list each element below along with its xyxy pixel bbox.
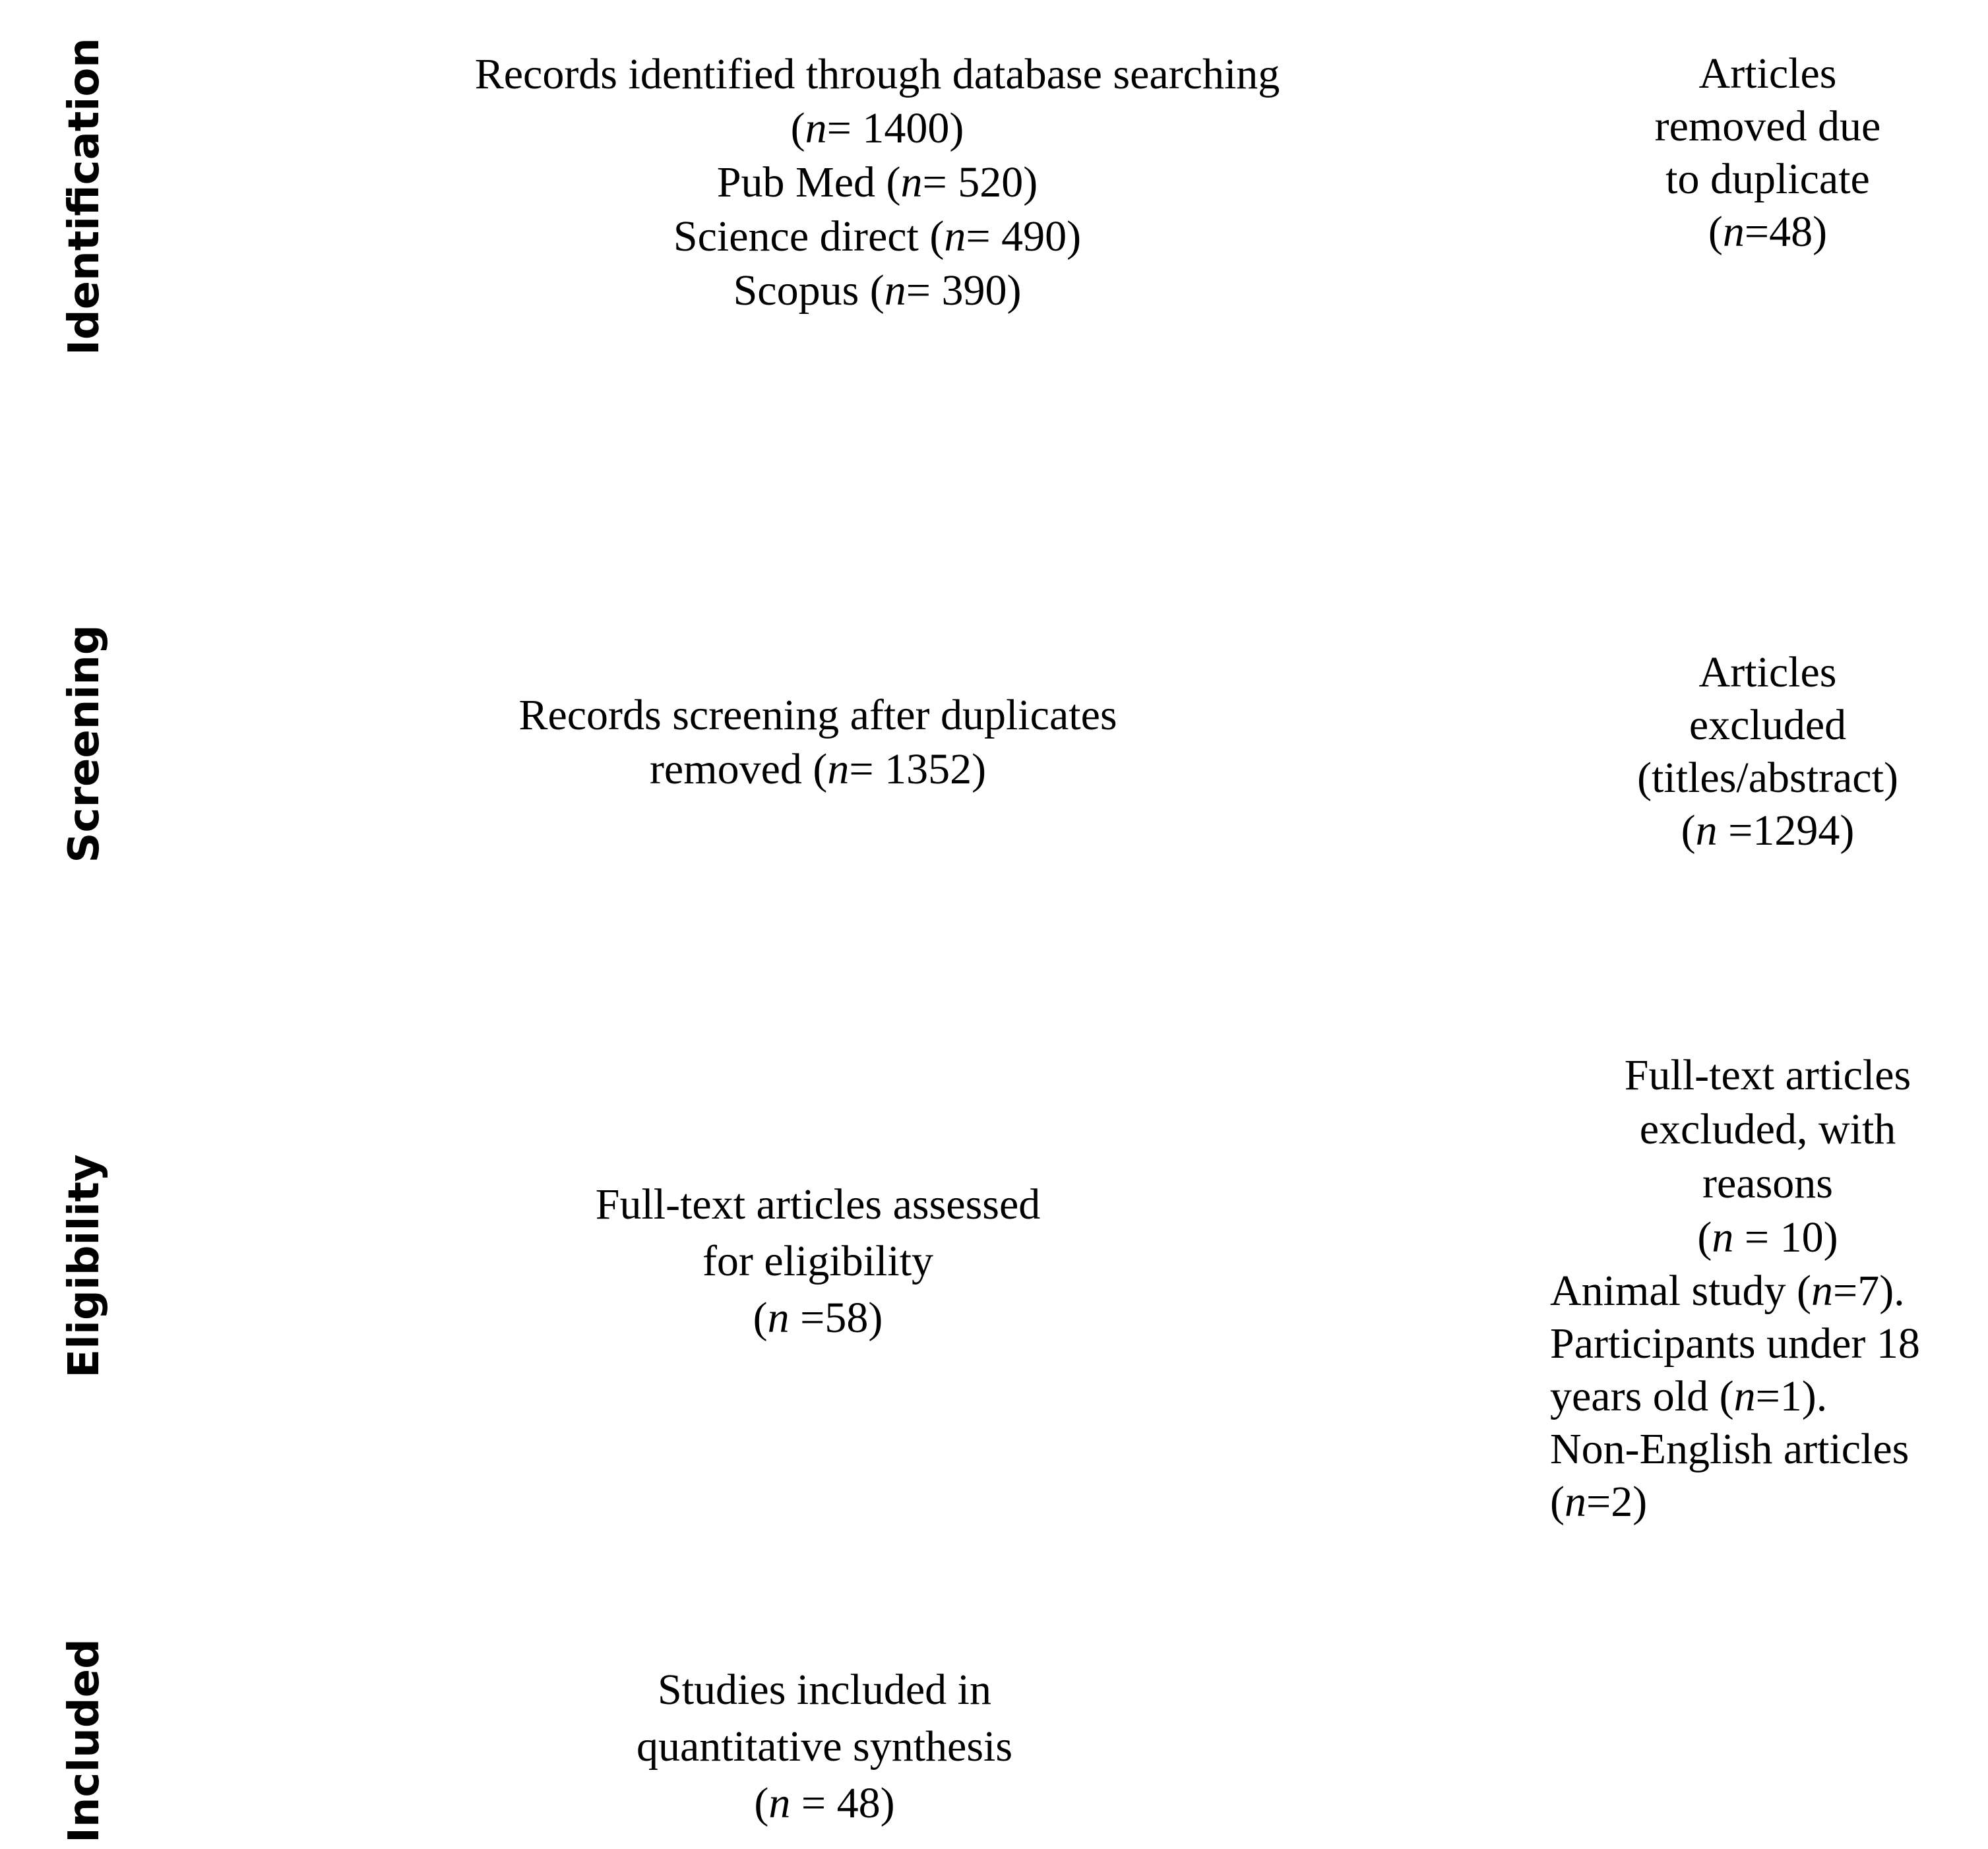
screening-box [422, 688, 1214, 797]
identification-sciencedirect: Science direct (n= 490) [673, 212, 1082, 260]
identification-title: Records identified through database searching [474, 50, 1280, 98]
included-line-1: Studies included in [658, 1666, 991, 1714]
duplicates-line-3: to duplicate [1665, 155, 1870, 203]
screening-line-2: removed (n= 1352) [649, 745, 987, 793]
reason-under-18-line-2: years old (n=1). [1550, 1372, 1828, 1420]
excluded-line-2: excluded [1689, 701, 1847, 749]
stage-label-screening: Screening [60, 624, 109, 863]
reason-non-english-line-2: (n=2) [1550, 1478, 1648, 1526]
stage-label-identification: Identification [60, 38, 109, 355]
excluded-line-1: Articles [1698, 648, 1837, 696]
eligibility-box [514, 1176, 1121, 1347]
reason-animal-study: Animal study (n=7). [1550, 1267, 1905, 1315]
screening-line-1: Records screening after duplicates [518, 691, 1117, 739]
fulltext-excluded-line-3: reasons [1702, 1159, 1833, 1207]
duplicates-removed-box [1583, 47, 1952, 258]
excluded-titles-box [1583, 646, 1952, 857]
identification-total: (n= 1400) [790, 104, 964, 152]
duplicates-count: (n=48) [1708, 208, 1828, 256]
fulltext-excluded-line-2: excluded, with [1639, 1105, 1896, 1153]
stage-label-eligibility: Eligibility [60, 1154, 109, 1378]
excluded-line-3: (titles/abstract) [1637, 754, 1898, 802]
fulltext-excluded-box [1557, 1048, 1979, 1265]
included-box [554, 1662, 1095, 1832]
duplicates-line-1: Articles [1698, 49, 1837, 98]
identification-pubmed: Pub Med (n= 520) [716, 158, 1038, 206]
eligibility-line-1: Full-text articles assessed [595, 1180, 1041, 1228]
fulltext-excluded-reasons [1550, 1265, 1972, 1529]
eligibility-line-2: for eligibility [702, 1237, 934, 1285]
excluded-count: (n =1294) [1681, 806, 1855, 855]
included-count: (n = 48) [754, 1779, 895, 1827]
reason-under-18-line-1: Participants under 18 [1550, 1319, 1920, 1368]
fulltext-excluded-count: (n = 10) [1697, 1213, 1838, 1261]
eligibility-count: (n =58) [753, 1294, 883, 1342]
included-line-2: quantitative synthesis [636, 1722, 1013, 1771]
duplicates-line-2: removed due [1654, 102, 1881, 150]
identification-scopus: Scopus (n= 390) [733, 266, 1022, 315]
reason-non-english-line-1: Non-English articles [1550, 1425, 1910, 1473]
fulltext-excluded-line-1: Full-text articles [1624, 1051, 1911, 1099]
identification-box [343, 47, 1412, 318]
stage-label-included: Included [60, 1639, 109, 1843]
